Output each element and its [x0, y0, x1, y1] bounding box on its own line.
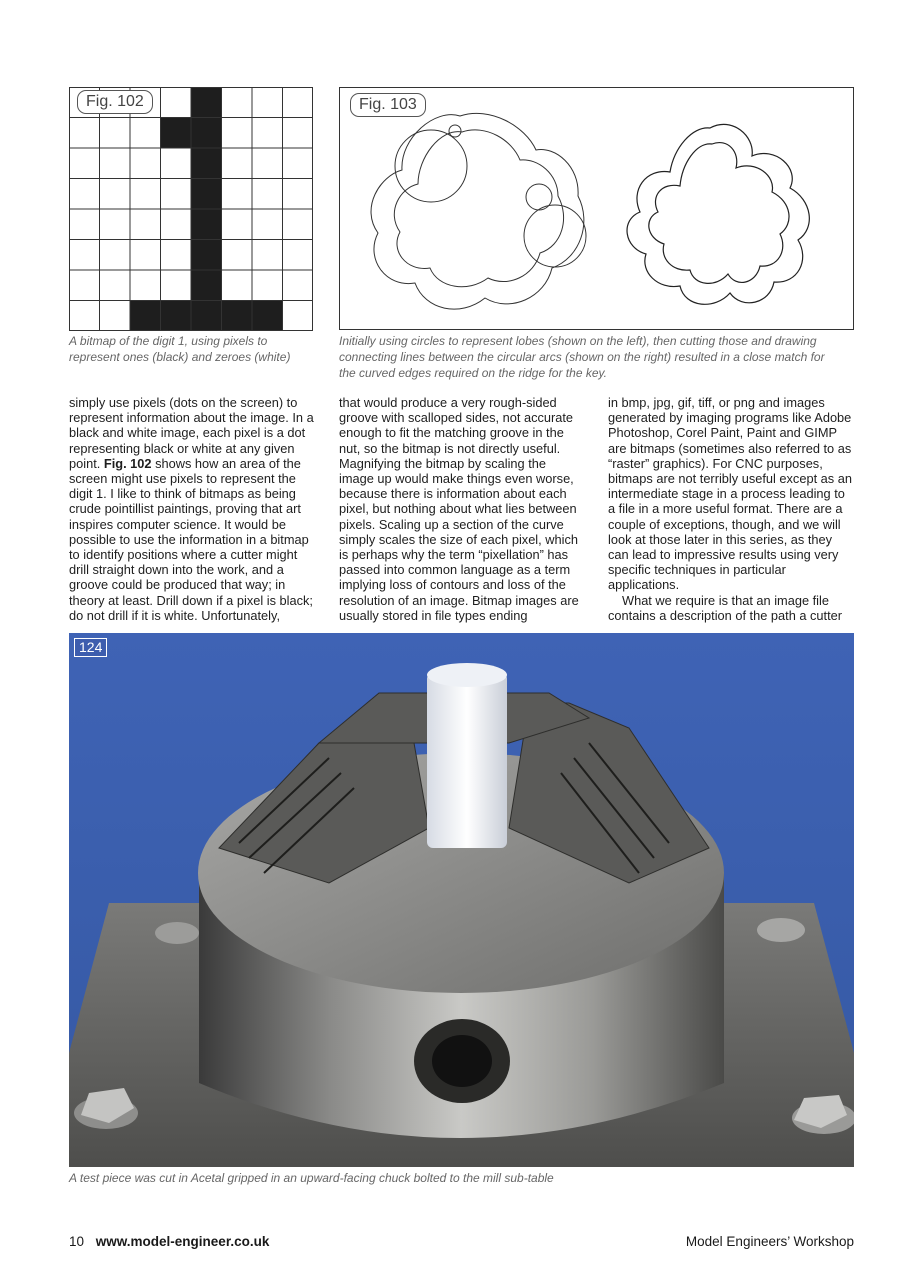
- pixel-black: [191, 270, 222, 301]
- pixel-white: [100, 179, 131, 210]
- pixel-white: [222, 209, 253, 240]
- pixel-white: [252, 270, 283, 301]
- body-column-1: simply use pixels (dots on the screen) to represent information about the image. In a black and white image, each pixel is a dot representing black or white at any given point. Fig. 102 shows how an area of the screen might use pixels to represent the digit 1. I like to think of bitmaps as being crude pointillist paintings, proving that art inspires computer science. It would be possible to use the information in a bitmap to identify positions where a cutter might drill straight down into the work, and a groove could be produced that way; in theory at least. Drill down if a pixel is black; do not drill if it is white. Unfortunately,: [69, 395, 314, 623]
- fig-103-diagram: [340, 88, 853, 329]
- pixel-white: [283, 240, 314, 271]
- pixel-white: [222, 240, 253, 271]
- pixel-white: [283, 270, 314, 301]
- pixel-white: [161, 209, 192, 240]
- fig-103-caption: Initially using circles to represent lobes (shown on the left), then cutting those and drawing connecting lines between the circular arcs (shown on the right) resulted in a close match for the curved edges required on the ridge for the key.: [339, 334, 825, 380]
- pixel-white: [252, 118, 283, 149]
- pixel-black: [191, 87, 222, 118]
- pixel-white: [100, 301, 131, 332]
- pixel-white: [161, 240, 192, 271]
- fig-103: [339, 87, 854, 330]
- pixel-white: [130, 270, 161, 301]
- photo-number: 124: [74, 638, 107, 657]
- pixel-black: [130, 301, 161, 332]
- pixel-white: [130, 179, 161, 210]
- pixel-white: [283, 87, 314, 118]
- pixel-white: [69, 118, 100, 149]
- fig-102: [69, 87, 313, 331]
- pixel-white: [222, 118, 253, 149]
- pixel-white: [100, 209, 131, 240]
- pixel-black: [191, 179, 222, 210]
- pixel-black: [191, 240, 222, 271]
- pixel-white: [69, 270, 100, 301]
- pixel-white: [252, 148, 283, 179]
- pixel-white: [69, 179, 100, 210]
- fig-102-bitmap: [69, 87, 313, 331]
- pixel-white: [100, 240, 131, 271]
- footer-left: [69, 1234, 269, 1249]
- page-number: 10: [69, 1234, 85, 1249]
- left-inner-outline: [394, 130, 563, 287]
- lobe-circle-small: [449, 125, 461, 137]
- pixel-white: [100, 270, 131, 301]
- acetal-test-piece: [427, 673, 507, 848]
- pixel-white: [69, 301, 100, 332]
- pixel-white: [100, 118, 131, 149]
- pixel-white: [222, 179, 253, 210]
- photo-caption: A test piece was cut in Acetal gripped in an upward-facing chuck bolted to the mill sub-table: [69, 1171, 554, 1185]
- lobe-circle-right: [524, 205, 586, 267]
- pixel-white: [252, 240, 283, 271]
- pixel-white: [222, 148, 253, 179]
- pixel-white: [161, 270, 192, 301]
- chuck-photo-illustration: [69, 633, 854, 1167]
- pixel-white: [130, 209, 161, 240]
- pixel-white: [130, 240, 161, 271]
- pixel-black: [191, 209, 222, 240]
- body-column-2: that would produce a very rough-sided groove with scalloped sides, not accurate enough to fit the matching groove in the nut, so the bitmap is not directly useful. Magnifying the bitmap by scaling the image up would make things even worse, because there is information about each pixel, but nothing about what lies between pixels. Scaling up a section of the curve simply scales the size of each pixel, which is perhaps why the term “pixellation” has passed into common language as a term implying loss of contours and loss of the resolution of an image. Bitmap images are usually stored in file types ending: [339, 395, 579, 623]
- pixel-white: [283, 301, 314, 332]
- pixel-white: [161, 87, 192, 118]
- pixel-black: [191, 301, 222, 332]
- pixel-black: [191, 118, 222, 149]
- body-column-3: in bmp, jpg, gif, tiff, or png and images generated by imaging programs like Adobe Photoshop, Corel Paint, Paint and GIMP are bitmaps (sometimes also referred to as “raster” graphics). For CNC purposes, bitmaps are not terribly useful except as an intermediate stage in a process leading to a file in a more useful format. There are a couple of exceptions, though, and we will look at those later in this series, as they can lead to impressive results using very specific techniques in particular applications. What we require is that an image file contains a description of the path a cutter: [608, 395, 852, 623]
- footer-url[interactable]: www.model-engineer.co.uk: [95, 1234, 270, 1249]
- pixel-white: [100, 148, 131, 179]
- right-inner-outline: [649, 143, 789, 284]
- pixel-white: [161, 179, 192, 210]
- pixel-white: [283, 118, 314, 149]
- pixel-white: [283, 179, 314, 210]
- pixel-white: [130, 148, 161, 179]
- pixel-white: [161, 148, 192, 179]
- pixel-white: [283, 209, 314, 240]
- footer-magazine-title: Model Engineers’ Workshop: [685, 1234, 854, 1249]
- pixel-white: [222, 270, 253, 301]
- pixel-white: [130, 118, 161, 149]
- photo-124: [69, 633, 854, 1167]
- pixel-black: [161, 301, 192, 332]
- pixel-white: [222, 87, 253, 118]
- pixel-white: [69, 240, 100, 271]
- pixel-black: [161, 118, 192, 149]
- fig-102-label: Fig. 102: [77, 90, 153, 114]
- lobe-circle-large: [395, 130, 467, 202]
- pixel-white: [252, 179, 283, 210]
- pixel-white: [69, 209, 100, 240]
- pixel-white: [283, 148, 314, 179]
- fig-103-label: Fig. 103: [350, 93, 426, 117]
- pixel-black: [222, 301, 253, 332]
- fig-102-caption: A bitmap of the digit 1, using pixels to represent ones (black) and zeroes (white): [69, 334, 291, 364]
- pixel-black: [191, 148, 222, 179]
- pixel-white: [252, 87, 283, 118]
- pixel-white: [252, 209, 283, 240]
- pixel-black: [252, 301, 283, 332]
- pixel-white: [69, 148, 100, 179]
- fig-102-reference: Fig. 102: [103, 455, 152, 471]
